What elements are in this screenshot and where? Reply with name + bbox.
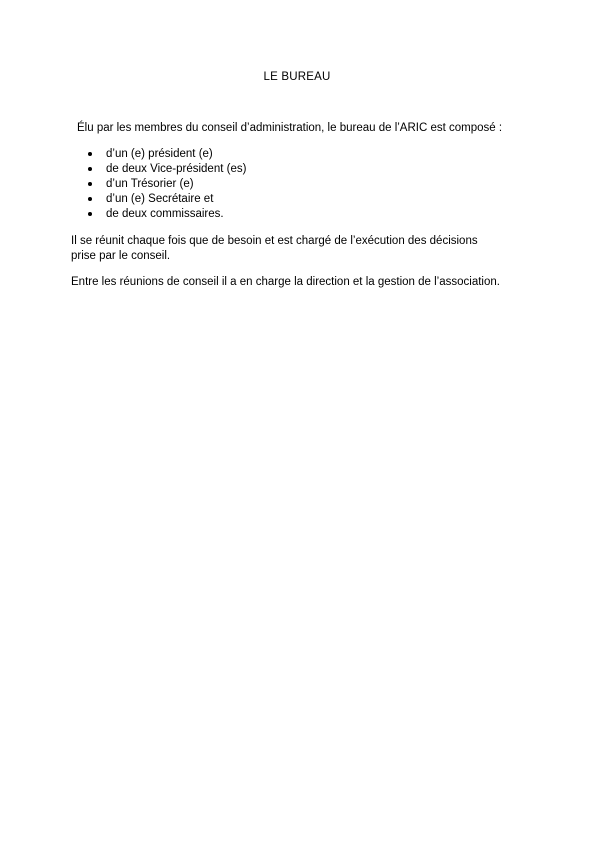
- list-item: [88, 192, 246, 207]
- list-item-text: d’un (e) président (e): [106, 148, 213, 160]
- meeting-paragraph: [71, 234, 478, 264]
- bullet-icon: [88, 212, 92, 216]
- meeting-paragraph-line-2: prise par le conseil.: [71, 250, 171, 262]
- list-item: [88, 177, 246, 192]
- bullet-icon: [88, 152, 92, 156]
- meeting-paragraph-line-1: Il se réunit chaque fois que de besoin et est chargé de l’exécution des décisions: [71, 235, 478, 247]
- bullet-icon: [88, 182, 92, 186]
- list-item: [88, 162, 246, 177]
- list-item-text: de deux commissaires.: [106, 208, 224, 220]
- bullet-icon: [88, 197, 92, 201]
- list-item-text: d’un (e) Secrétaire et: [106, 193, 214, 205]
- intro-paragraph: Élu par les membres du conseil d’administration, le bureau de l’ARIC est composé :: [77, 122, 503, 134]
- list-item: [88, 207, 246, 222]
- bullet-icon: [88, 167, 92, 171]
- members-list: [88, 147, 246, 222]
- list-item-text: de deux Vice-président (es): [106, 163, 247, 175]
- list-item: [88, 147, 246, 162]
- list-item-text: d’un Trésorier (e): [106, 178, 194, 190]
- management-paragraph: Entre les réunions de conseil il a en charge la direction et la gestion de l’association.: [71, 276, 500, 288]
- page-title: LE BUREAU: [263, 71, 331, 83]
